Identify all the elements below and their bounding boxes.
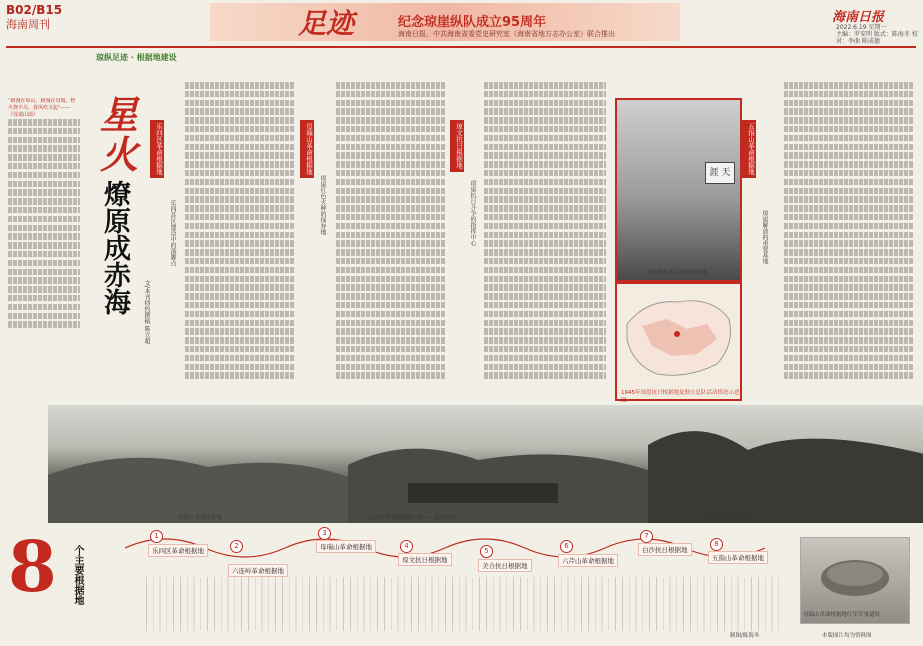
article-column-4 [784,82,914,392]
timeline-num-4: 4 [400,540,413,553]
sidebar-label-3: 琼文抗日根据地 [450,120,464,172]
article-column-1 [185,82,295,392]
timeline-label-3: 母瑞山革命根据地 [316,540,376,553]
timeline-num-8: 8 [710,538,723,551]
panorama-caption-1: 母瑞山革命根据地 [178,515,223,521]
sidebar-label-2: 母瑞山革命根据地 [300,120,314,178]
big-number: 8 [8,525,57,608]
sidebar-label-1: 乐四区革命根据地 [150,120,164,178]
map-credit: 制图/陈海冬 [730,633,760,639]
title-top: 星火 [100,92,139,177]
timeline-label-6: 六芹山革命根据地 [558,554,618,567]
byline: 文/本刊特约撰稿 陈立超 [143,280,150,344]
masthead: 海南日报 [832,10,885,25]
section-name: 海南周刊 [6,18,50,31]
page-number: B02/B15 [6,3,63,17]
timeline-label-8: 五指山革命根据地 [708,551,768,564]
article-column-2 [336,82,446,392]
photo-relic-caption: 母瑞山革命根据地红军军事遗址 [803,612,881,618]
timeline-label-7: 白沙抗日根据地 [638,543,692,556]
editors: 主编：罗安明 版式：陈海冬 校对：李曲 陈成德 [836,31,918,45]
photo-credit: 本版图片均为资料图 [822,633,872,639]
timeline-wave [125,530,805,570]
article-column-3 [484,82,606,392]
sidebar-sub-4: 琼崖解放的重要基地 [761,210,768,264]
timeline-label-2: 六连岭革命根据地 [228,564,288,577]
panorama-photo [48,405,923,523]
banner-logo: 足迹 [298,7,355,40]
panorama-caption-3: 美合抗日根据地 [708,515,747,521]
timeline-num-1: 1 [150,530,163,543]
photo-map [615,282,742,404]
timeline-label-5: 美合抗日根据地 [478,559,532,572]
relic-graphic [801,538,909,608]
panorama-landscape [48,405,923,523]
timeline-num-6: 6 [560,540,573,553]
timeline-body-text [140,577,780,631]
timeline-num-3: 3 [318,527,331,540]
photo-monument-caption: 琼崖纵队琼文抗日根据地 [647,270,708,276]
panorama-caption-2: 五指山革命根据地一角——毛贵头村 [368,515,457,521]
photo-map-caption: 1945年琼崖抗日根据地及独立总队活动情况示意图 [621,390,740,404]
timeline-label-4: 琼文抗日根据地 [398,553,452,566]
banner-subtitle: 海南日报、中共海南省委党史研究室（海南省地方志办公室）联合推出 [398,30,615,38]
timeline-num-5: 5 [480,545,493,558]
sidebar-sub-1: 乐四苏区建设中的落脚点 [169,200,176,266]
sidebar-label-4: 五指山革命根据地 [742,120,756,178]
header-divider [6,46,916,48]
date: 2022.6.19 星期一 [836,24,887,31]
dateline [836,24,923,45]
intro-column [8,98,80,330]
timeline-label-1: 乐四区革命根据地 [148,544,208,557]
intro-quote: “路漫在琼山，路漫在母瑞，野火烧不尽，春风吹又起”——《母瑞山颂》 [8,98,76,118]
section-label: 琼纵足迹 · 根据地建设 [96,53,177,62]
photo-relic [800,537,910,624]
monument-sign: 涯 天 [705,162,735,184]
photo-monument [615,98,742,282]
banner-title: 纪念琼崖纵队成立95周年 [398,15,547,30]
big-number-sub: 个主要根据地 [72,545,83,605]
timeline-num-7: 7 [640,530,653,543]
title-main: 燎原成赤海 [99,180,130,315]
sidebar-sub-2: 琼崖红色火种的保存地 [319,175,326,235]
timeline-num-2: 2 [230,540,243,553]
map-graphic [617,284,740,384]
sidebar-sub-3: 琼崖抗日斗争的指挥中心 [469,180,476,246]
